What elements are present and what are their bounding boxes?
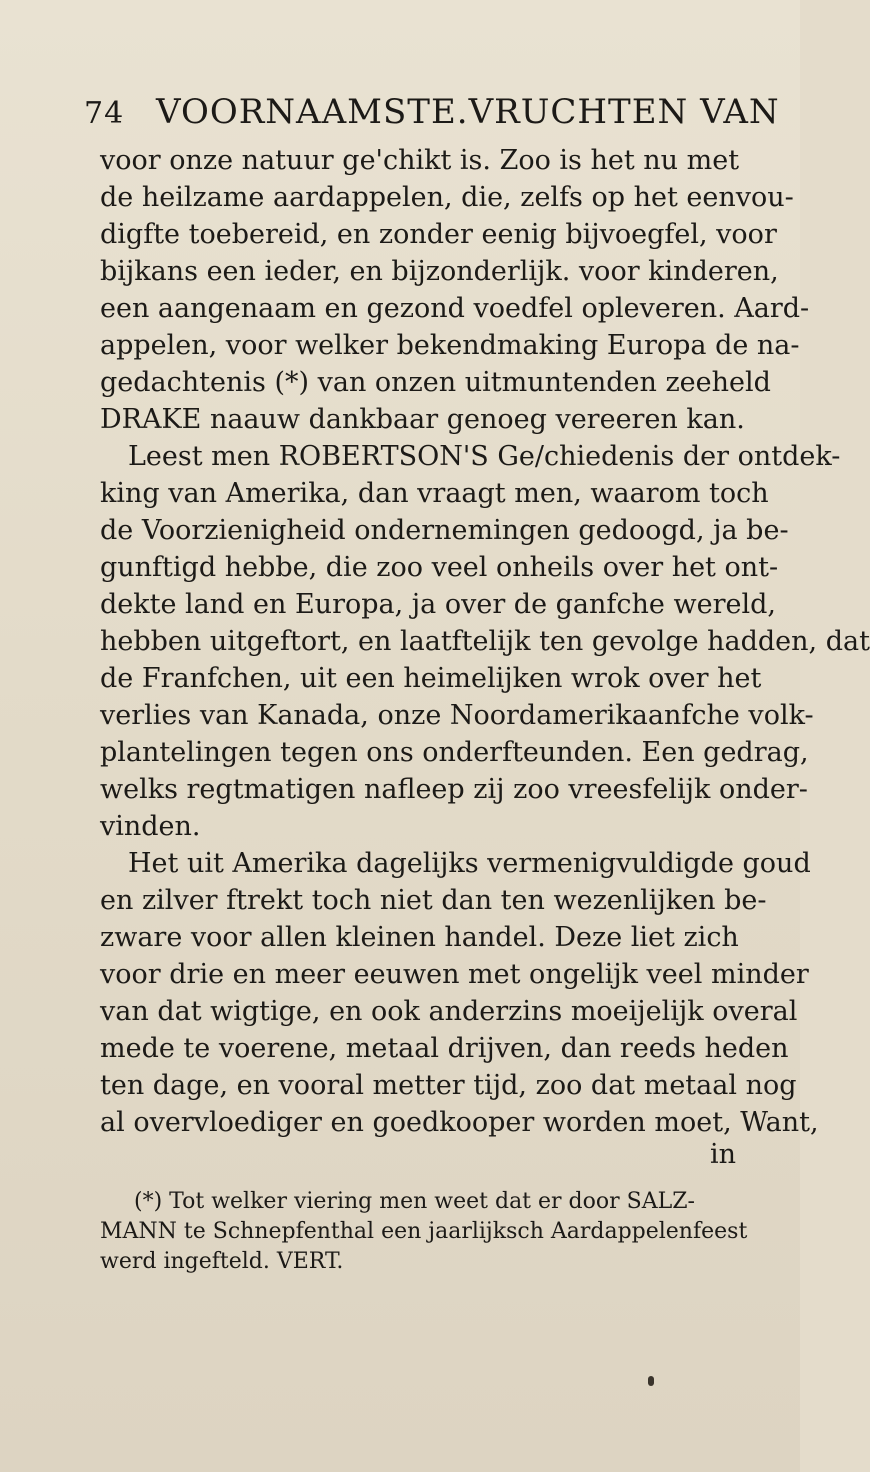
text-line: plantelingen tegen ons onderfteunden. Een gedrag, — [100, 737, 809, 768]
text-line: bijkans een ieder, en bijzonderlijk. voor kinderen, — [100, 256, 779, 287]
footnote-line: werd ingefteld. VERT. — [100, 1249, 344, 1274]
text-line: Leest men ROBERTSON'S Ge/chiedenis der ontdek- — [128, 441, 841, 472]
text-line: mede te voerene, metaal drijven, dan reeds heden — [100, 1033, 789, 1064]
text-line: de Franfchen, uit een heimelijken wrok over het — [100, 663, 762, 694]
page-number: 74 — [84, 96, 125, 131]
ink-speck — [648, 1376, 654, 1386]
text-line: gunftigd hebbe, die zoo veel onheils over het ont- — [100, 552, 779, 583]
text-line: zware voor allen kleinen handel. Deze liet zich — [100, 922, 739, 953]
text-line: de heilzame aardappelen, die, zelfs op het eenvou- — [100, 182, 794, 213]
footnote-line: (*) Tot welker viering men weet dat er door SALZ- — [134, 1189, 695, 1214]
text-line: verlies van Kanada, onze Noordamerikaanfche volk- — [100, 700, 814, 731]
footnote-line: MANN te Schnepfenthal een jaarlijksch Aardappelenfeest — [100, 1219, 748, 1244]
text-line: de Voorzienigheid ondernemingen gedoogd, ja be- — [100, 515, 789, 546]
text-line: van dat wigtige, en ook anderzins moeijelijk overal — [100, 996, 798, 1027]
running-header — [84, 88, 780, 136]
text-line: al overvloediger en goedkooper worden moet, Want, — [100, 1107, 819, 1138]
text-line: appelen, voor welker bekendmaking Europa de na- — [100, 330, 800, 361]
main-text — [100, 142, 870, 1277]
text-line: voor drie en meer eeuwen met ongelijk veel minder — [100, 959, 809, 990]
text-line: Het uit Amerika dagelijks vermenigvuldigde goud — [128, 848, 811, 879]
text-line: DRAKE naauw dankbaar genoeg vereeren kan. — [100, 404, 745, 435]
text-line: hebben uitgeftort, en laatftelijk ten gevolge hadden, dat — [100, 626, 870, 657]
text-line: een aangenaam en gezond voedfel opleveren. Aard- — [100, 293, 810, 324]
text-line: dekte land en Europa, ja over de ganfche wereld, — [100, 589, 776, 620]
text-line: voor onze natuur ge'chikt is. Zoo is het nu met — [100, 145, 740, 176]
text-line: en zilver ftrekt toch niet dan ten wezenlijken be- — [100, 885, 767, 916]
running-title: VOORNAAMSTE.VRUCHTEN VAN — [156, 92, 780, 132]
text-line: king van Amerika, dan vraagt men, waarom toch — [100, 478, 769, 509]
footnote-separator — [100, 1169, 740, 1187]
text-line: welks regtmatigen nafleep zij zoo vreesfelijk onder- — [100, 774, 808, 805]
text-line: ten dage, en vooral metter tijd, zoo dat metaal nog — [100, 1070, 797, 1101]
text-line: digfte toebereid, en zonder eenig bijvoegfel, voor — [100, 219, 777, 250]
catchword: in — [709, 1139, 736, 1170]
text-line: vinden. — [100, 811, 201, 842]
text-line: gedachtenis (*) van onzen uitmuntenden zeeheld — [100, 367, 771, 398]
